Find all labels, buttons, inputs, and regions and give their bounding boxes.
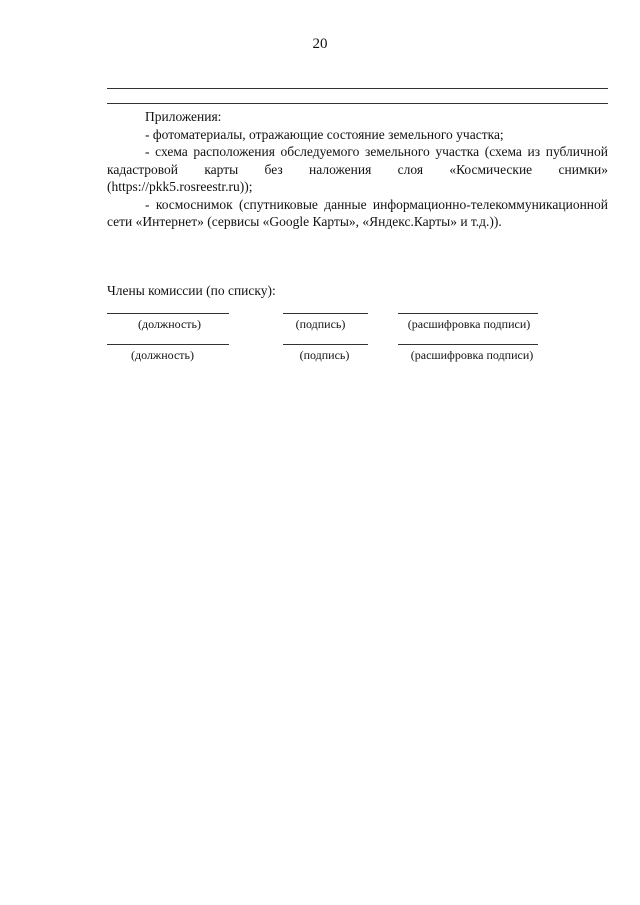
position-line (107, 344, 229, 345)
position-label: (должность) (131, 348, 194, 362)
transcript-line (398, 344, 538, 345)
position-line (107, 313, 229, 314)
signature-row (0, 344, 640, 384)
page-number: 20 (312, 36, 328, 52)
attachment-item-photos: - фотоматериалы, отражающие состояние земельного участка; (145, 126, 504, 142)
signature-label: (подпись) (299, 348, 350, 362)
attachment-item-scheme: - схема расположения обследуемого земельного участка (схема из публичной кадастровой карты без наложения слоя «Космические снимки» (https://pkk5.rosreestr.ru)); (107, 144, 608, 194)
transcript-line (398, 313, 538, 314)
attachment-item-satellite: - космоснимок (спутниковые данные информационно-телекоммуникационной сети «Интернет» (сервисы «Google Карты», «Яндекс.Карты» и т.д.)). (107, 196, 608, 229)
transcript-label: (расшифровка подписи) (407, 317, 531, 331)
transcript-label: (расшифровка подписи) (410, 348, 534, 362)
signature-line (283, 313, 368, 314)
attachments-heading: Приложения: (145, 109, 222, 124)
signature-label: (подпись) (295, 317, 346, 331)
commission-heading: Члены комиссии (по списку): (107, 283, 276, 298)
position-label: (должность) (138, 317, 201, 331)
attachments-section (107, 108, 608, 231)
blank-line-1 (107, 88, 608, 89)
blank-line-2 (107, 103, 608, 104)
signature-line (283, 344, 368, 345)
